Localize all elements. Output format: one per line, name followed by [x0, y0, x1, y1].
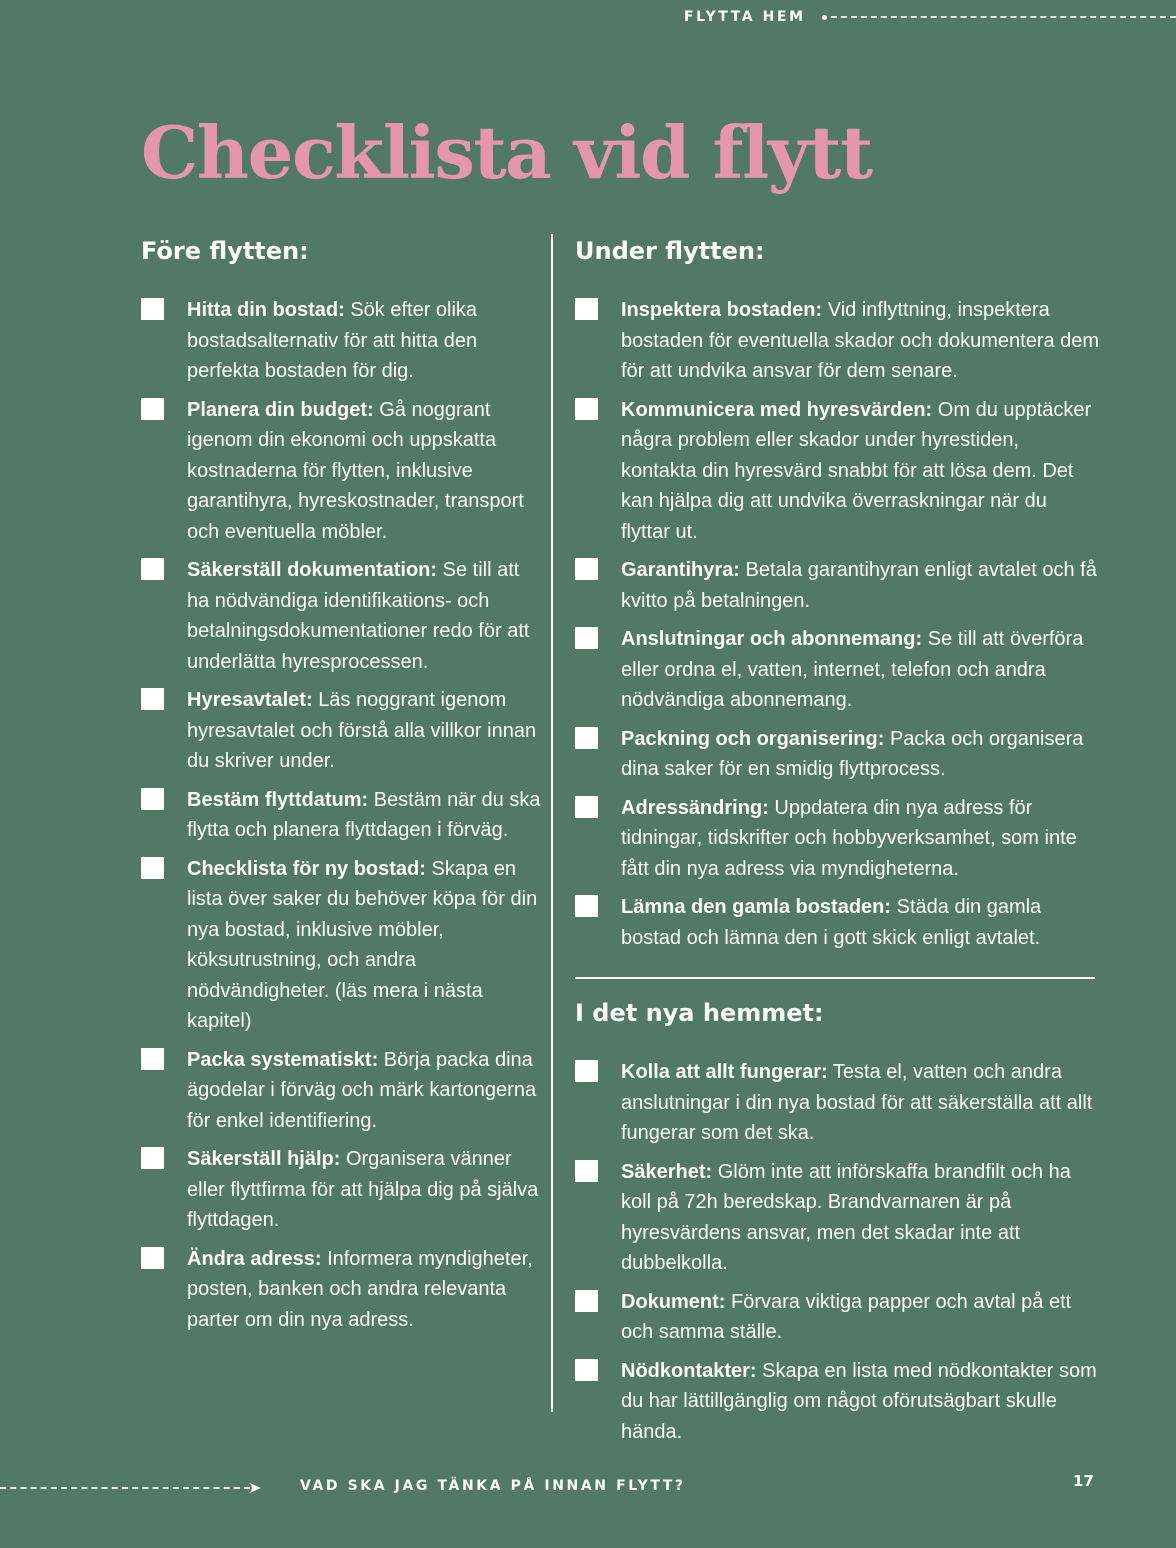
- footer-dashed-line: [0, 1487, 250, 1489]
- checklist-item: [575, 892, 1100, 953]
- checkbox-icon[interactable]: [575, 796, 598, 818]
- checkbox-icon[interactable]: [141, 1048, 164, 1070]
- checkbox-icon[interactable]: [575, 1290, 598, 1312]
- item-text: Betala garantihyran enligt avtalet och få kvitto på betalningen.: [621, 559, 1097, 612]
- new-home-heading: I det nya hemmet:: [575, 999, 824, 1027]
- item-text: Börja packa dina ägodelar i förväg och märk kartongerna för enkel identifiering.: [187, 1048, 537, 1132]
- checkbox-icon[interactable]: [141, 558, 164, 580]
- item-title: Dokument:: [621, 1290, 726, 1313]
- checkbox-icon[interactable]: [575, 558, 598, 580]
- item-text: Informera myndigheter, posten, banken och andra relevanta parter om din nya adress.: [187, 1247, 533, 1331]
- item-title: Säkerställ dokumentation:: [187, 559, 438, 581]
- item-title: Anslutningar och abonnemang:: [621, 628, 923, 650]
- item-title: Hitta din bostad:: [187, 299, 345, 321]
- checklist-item: [575, 1157, 1100, 1279]
- during-moving-list: [575, 295, 1100, 953]
- checkbox-icon[interactable]: [575, 895, 598, 917]
- new-home-list: [575, 1057, 1100, 1447]
- before-moving-heading: Före flytten:: [141, 237, 309, 265]
- checklist-item: [575, 1356, 1100, 1448]
- checkbox-icon[interactable]: [575, 627, 598, 649]
- item-title: Inspektera bostaden:: [621, 299, 823, 321]
- item-text: Skapa en lista med nödkontakter som du har lättillgänglig om något oförutsägbart skulle hända.: [621, 1359, 1097, 1443]
- header-dashed-line: [831, 16, 1176, 18]
- checklist-item: [575, 1057, 1100, 1149]
- page-number: 17: [1073, 1472, 1094, 1490]
- running-header: [684, 6, 1176, 28]
- checklist-item: [141, 685, 541, 777]
- checkbox-icon[interactable]: [575, 1359, 598, 1381]
- item-title: Checklista för ny bostad:: [187, 857, 426, 880]
- checklist-item: [575, 624, 1100, 716]
- item-title: Adressändring:: [621, 796, 769, 819]
- item-title: Ändra adress:: [187, 1247, 322, 1270]
- item-title: Kommunicera med hyresvärden:: [621, 398, 933, 421]
- item-title: Hyresavtalet:: [187, 689, 313, 711]
- item-title: Packa systematiskt:: [187, 1048, 379, 1071]
- item-title: Planera din budget:: [187, 398, 374, 421]
- item-text: Om du upptäcker några problem eller skador under hyrestiden, kontakta din hyresvärd snabbt för att lösa dem. Det kan hjälpa dig att undvika överraskningar när du flyttar ut.: [621, 398, 1092, 543]
- item-title: Bestäm flyttdatum:: [187, 788, 369, 811]
- item-text: Läs noggrant igenom hyresavtalet och förstå alla villkor innan du skriver under.: [187, 689, 537, 772]
- item-text: Glöm inte att införskaffa brandfilt och ha koll på 72h beredskap. Brandvarnaren är på hyresvärdens ansvar, men det skadar inte att dubbelkolla.: [621, 1160, 1071, 1274]
- checklist-item: [141, 555, 541, 677]
- item-text: Förvara viktiga papper och avtal på ett och samma ställe.: [621, 1290, 1072, 1343]
- checkbox-icon[interactable]: [141, 398, 164, 420]
- during-moving-heading: Under flytten:: [575, 237, 765, 265]
- checkbox-icon[interactable]: [141, 857, 164, 879]
- header-dot-icon: [822, 15, 827, 20]
- checklist-item: [141, 1244, 541, 1336]
- checklist-item: [575, 295, 1100, 387]
- checkbox-icon[interactable]: [575, 1060, 598, 1082]
- checklist-item: [141, 395, 541, 548]
- checklist-item: [141, 854, 541, 1037]
- item-title: Packning och organisering:: [621, 727, 885, 750]
- checkbox-icon[interactable]: [141, 1147, 164, 1169]
- section-separator: [575, 977, 1095, 979]
- item-title: Säkerställ hjälp:: [187, 1148, 341, 1170]
- item-title: Säkerhet:: [621, 1160, 713, 1183]
- item-text: Gå noggrant igenom din ekonomi och uppskatta kostnaderna för flytten, inklusive garantihyra, hyreskostnader, transport och eventuella möbler.: [187, 398, 524, 543]
- checkbox-icon[interactable]: [141, 1247, 164, 1269]
- item-text: Sök efter olika bostadsalternativ för att hitta den perfekta bostaden för dig.: [187, 299, 478, 382]
- checklist-item: [575, 793, 1100, 885]
- item-title: Garantihyra:: [621, 559, 740, 581]
- footer-label: VAD SKA JAG TÄNKA PÅ INNAN FLYTT?: [300, 1478, 686, 1494]
- item-title: Lämna den gamla bostaden:: [621, 896, 892, 918]
- item-text: Testa el, vatten och andra anslutningar i din nya bostad för att säkerställa att allt fungerar som det ska.: [621, 1061, 1093, 1144]
- checklist-item: [575, 395, 1100, 548]
- checklist-item: [141, 785, 541, 846]
- item-text: Organisera vänner eller flyttfirma för att hjälpa dig på själva flyttdagen.: [187, 1148, 539, 1231]
- checklist-item: [575, 555, 1100, 616]
- checklist-item: [575, 724, 1100, 785]
- before-moving-column: [141, 233, 541, 1343]
- item-text: Vid inflyttning, inspektera bostaden för eventuella skador och dokumentera dem för att undvika ansvar för dem senare.: [621, 299, 1100, 382]
- item-text: Skapa en lista över saker du behöver köpa för din nya bostad, inklusive möbler, köksutrustning, och andra nödvändigheter. (läs mera i nästa kapitel): [187, 857, 538, 1032]
- checkbox-icon[interactable]: [575, 298, 598, 320]
- checkbox-icon[interactable]: [575, 727, 598, 749]
- page-title: Checklista vid flytt: [141, 110, 872, 195]
- item-title: Kolla att allt fungerar:: [621, 1061, 828, 1083]
- checkbox-icon[interactable]: [141, 688, 164, 710]
- item-text: Uppdatera din nya adress för tidningar, tidskrifter och hobbyverksamhet, som inte fått din nya adress via myndigheterna.: [621, 796, 1077, 880]
- item-text: Se till att överföra eller ordna el, vatten, internet, telefon och andra nödvändiga abonnemang.: [621, 628, 1084, 711]
- item-text: Bestäm när du ska flytta och planera flyttdagen i förväg.: [187, 788, 541, 841]
- section-label: FLYTTA HEM: [684, 9, 806, 25]
- during-moving-column: [575, 233, 1100, 1455]
- checklist-item: [141, 295, 541, 387]
- checklist-item: [141, 1144, 541, 1236]
- column-divider: [551, 234, 553, 1412]
- checkbox-icon[interactable]: [575, 398, 598, 420]
- checkbox-icon[interactable]: [141, 788, 164, 810]
- item-text: Städa din gamla bostad och lämna den i gott skick enligt avtalet.: [621, 896, 1042, 949]
- checkbox-icon[interactable]: [141, 298, 164, 320]
- checkbox-icon[interactable]: [575, 1160, 598, 1182]
- arrow-right-icon: ➤: [248, 1478, 262, 1497]
- item-title: Nödkontakter:: [621, 1359, 757, 1382]
- item-text: Se till att ha nödvändiga identifikations- och betalningsdokumentationer redo för att underlätta hyresprocessen.: [187, 559, 530, 673]
- before-moving-list: [141, 295, 541, 1335]
- item-text: Packa och organisera dina saker för en smidig flyttprocess.: [621, 727, 1084, 780]
- checklist-item: [141, 1045, 541, 1137]
- checklist-item: [575, 1287, 1100, 1348]
